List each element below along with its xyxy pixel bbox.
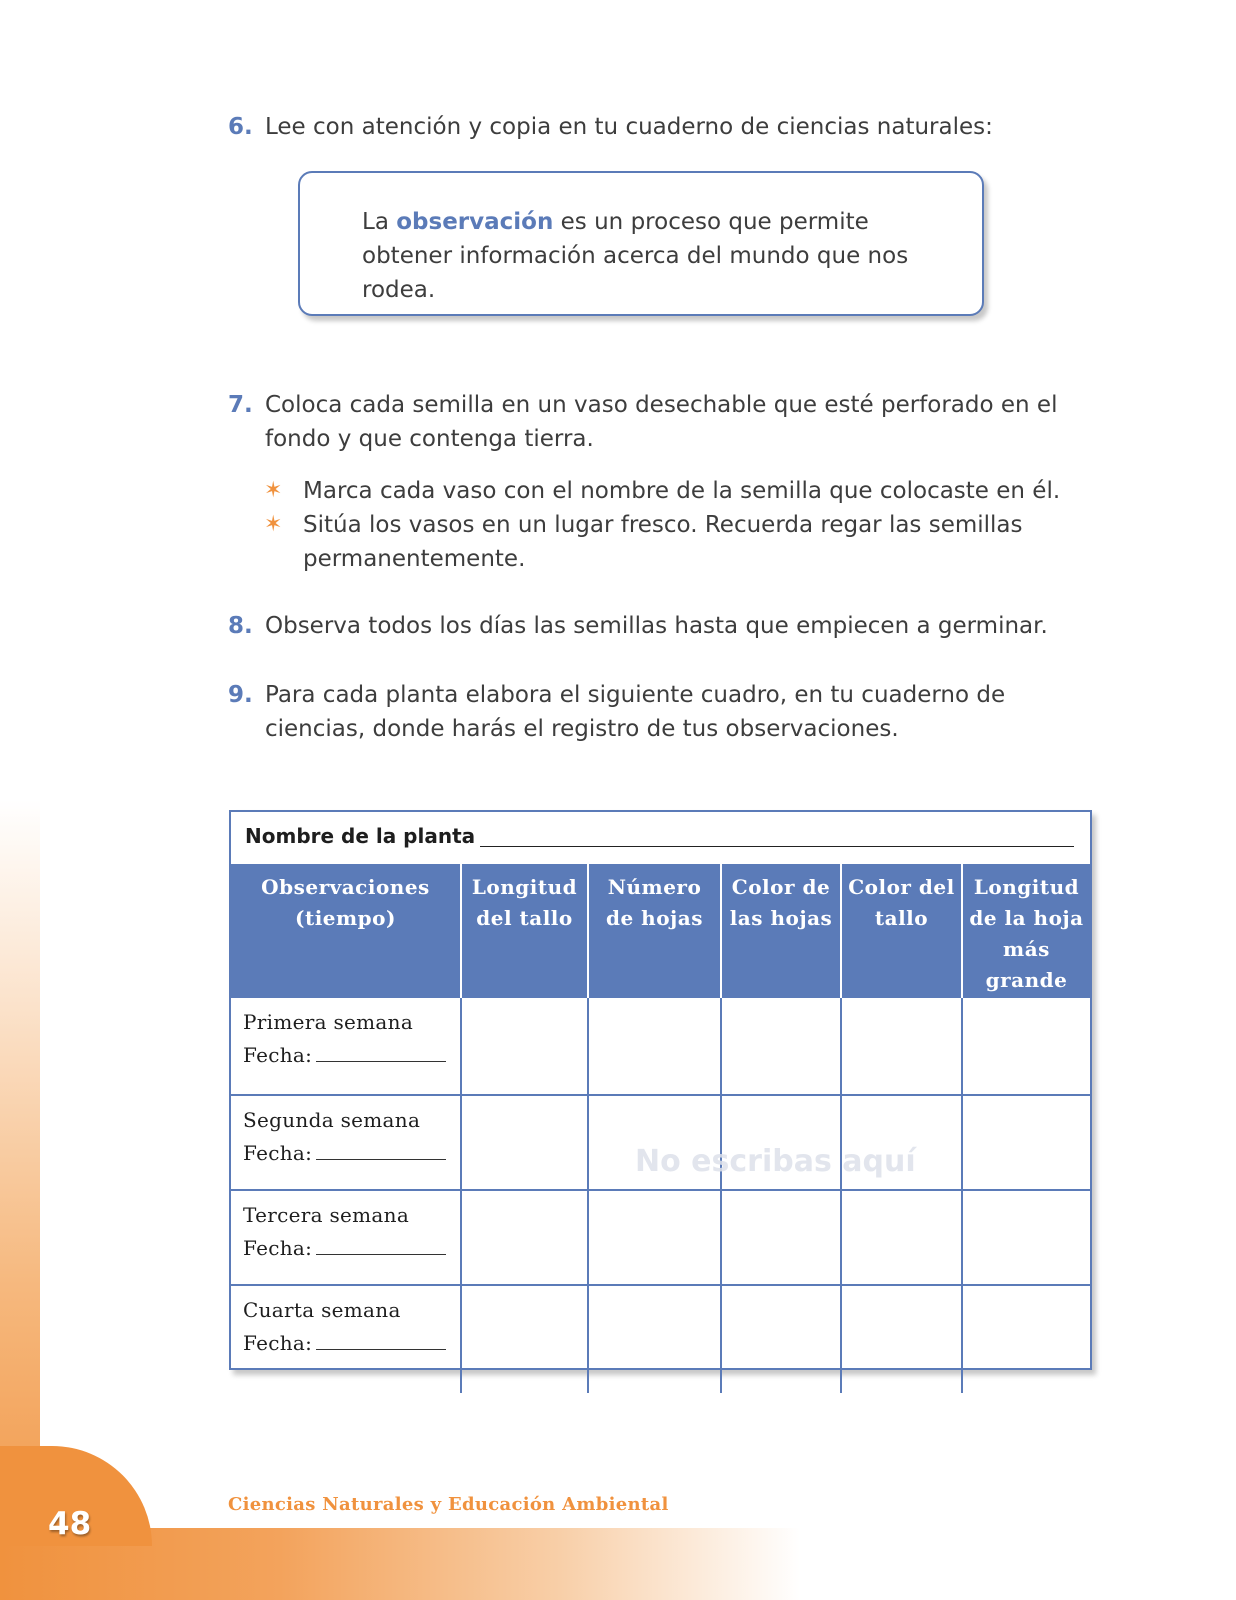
table-row <box>231 1190 1090 1285</box>
star-bullet-icon: ✶ <box>264 512 283 537</box>
instruction-item-7 <box>228 388 1098 456</box>
page-number: 48 <box>48 1506 92 1542</box>
item-text: Coloca cada semilla en un vaso desechable que esté perforado en el fondo y que contenga tierra. <box>265 392 1058 452</box>
item-text: Para cada planta elabora el siguiente cuadro, en tu cuaderno de ciencias, donde harás el registro de tus observaciones. <box>265 682 1006 742</box>
table-cell <box>461 1095 588 1190</box>
definition-text <box>362 205 962 307</box>
instruction-item-9 <box>228 678 1098 746</box>
item-text: Lee con atención y copia en tu cuaderno de ciencias naturales: <box>265 114 993 140</box>
table-cell <box>841 997 962 1095</box>
table-cell <box>588 1285 721 1393</box>
table-cell <box>721 997 841 1095</box>
table-cell <box>721 1190 841 1285</box>
week-label: Primera semana <box>243 1010 414 1034</box>
instruction-item-8 <box>228 609 1098 643</box>
fecha-field <box>243 1232 448 1265</box>
footer-book-title: Ciencias Naturales y Educación Ambiental <box>228 1494 669 1515</box>
table-row <box>231 1285 1090 1393</box>
header-observaciones: Observaciones (tiempo) <box>231 864 461 997</box>
item-text: Observa todos los días las semillas hasta que empiecen a germinar. <box>265 613 1048 639</box>
header-color-hojas: Color de las hojas <box>721 864 841 997</box>
bullet-text: Sitúa los vasos en un lugar fresco. Recuerda regar las semillas permanentemente. <box>303 512 1023 572</box>
week-cell <box>231 1285 461 1393</box>
definition-box <box>298 171 984 316</box>
header-longitud-hoja: Longitud de la hoja más grande <box>962 864 1090 997</box>
fecha-label: Fecha: <box>243 1043 313 1067</box>
plant-name-label: Nombre de la planta <box>245 824 476 848</box>
observation-grid <box>231 864 1090 1393</box>
definition-prefix: La <box>362 209 389 235</box>
fecha-field <box>243 1039 448 1072</box>
fecha-field <box>243 1137 448 1170</box>
bullet-text: Marca cada vaso con el nombre de la semilla que colocaste en él. <box>303 478 1061 504</box>
plant-name-row <box>231 812 1090 864</box>
item-number: 7. <box>228 392 253 418</box>
week-label: Tercera semana <box>243 1203 410 1227</box>
fecha-blank-line <box>316 1329 446 1350</box>
definition-keyword: observación <box>396 209 554 235</box>
fecha-blank-line <box>316 1234 446 1255</box>
header-longitud-tallo: Longitud del tallo <box>461 864 588 997</box>
item-number: 9. <box>228 682 253 708</box>
table-cell <box>588 997 721 1095</box>
table-cell <box>461 997 588 1095</box>
item-number: 8. <box>228 613 253 639</box>
item-number: 6. <box>228 114 253 140</box>
table-row <box>231 997 1090 1095</box>
star-bullet-icon: ✶ <box>264 478 283 503</box>
table-cell <box>461 1190 588 1285</box>
week-cell <box>231 1095 461 1190</box>
table-cell <box>962 1095 1090 1190</box>
bullet-item <box>262 474 1102 508</box>
week-label: Cuarta semana <box>243 1298 401 1322</box>
fecha-label: Fecha: <box>243 1236 313 1260</box>
table-cell <box>962 1285 1090 1393</box>
table-cell <box>962 1190 1090 1285</box>
definition-rest: es un proceso que permite obtener información acerca del mundo que nos rodea. <box>362 209 909 303</box>
table-cell <box>841 1190 962 1285</box>
table-cell <box>841 1285 962 1393</box>
bullet-item <box>262 508 1102 576</box>
table-cell <box>588 1190 721 1285</box>
fecha-blank-line <box>316 1139 446 1160</box>
plant-name-blank-line <box>480 846 1074 847</box>
week-cell <box>231 997 461 1095</box>
fecha-blank-line <box>316 1041 446 1062</box>
fecha-label: Fecha: <box>243 1141 313 1165</box>
table-cell <box>962 997 1090 1095</box>
observation-table <box>229 810 1092 1370</box>
week-label: Segunda semana <box>243 1108 421 1132</box>
table-cell <box>721 1285 841 1393</box>
fecha-label: Fecha: <box>243 1331 313 1355</box>
fecha-field <box>243 1327 448 1360</box>
watermark-text: No escribas aquí <box>635 1144 916 1179</box>
table-cell <box>461 1285 588 1393</box>
bullet-list <box>262 474 1102 576</box>
header-color-tallo: Color del tallo <box>841 864 962 997</box>
week-cell <box>231 1190 461 1285</box>
header-numero-hojas: Número de hojas <box>588 864 721 997</box>
instruction-item-6 <box>228 110 1098 144</box>
